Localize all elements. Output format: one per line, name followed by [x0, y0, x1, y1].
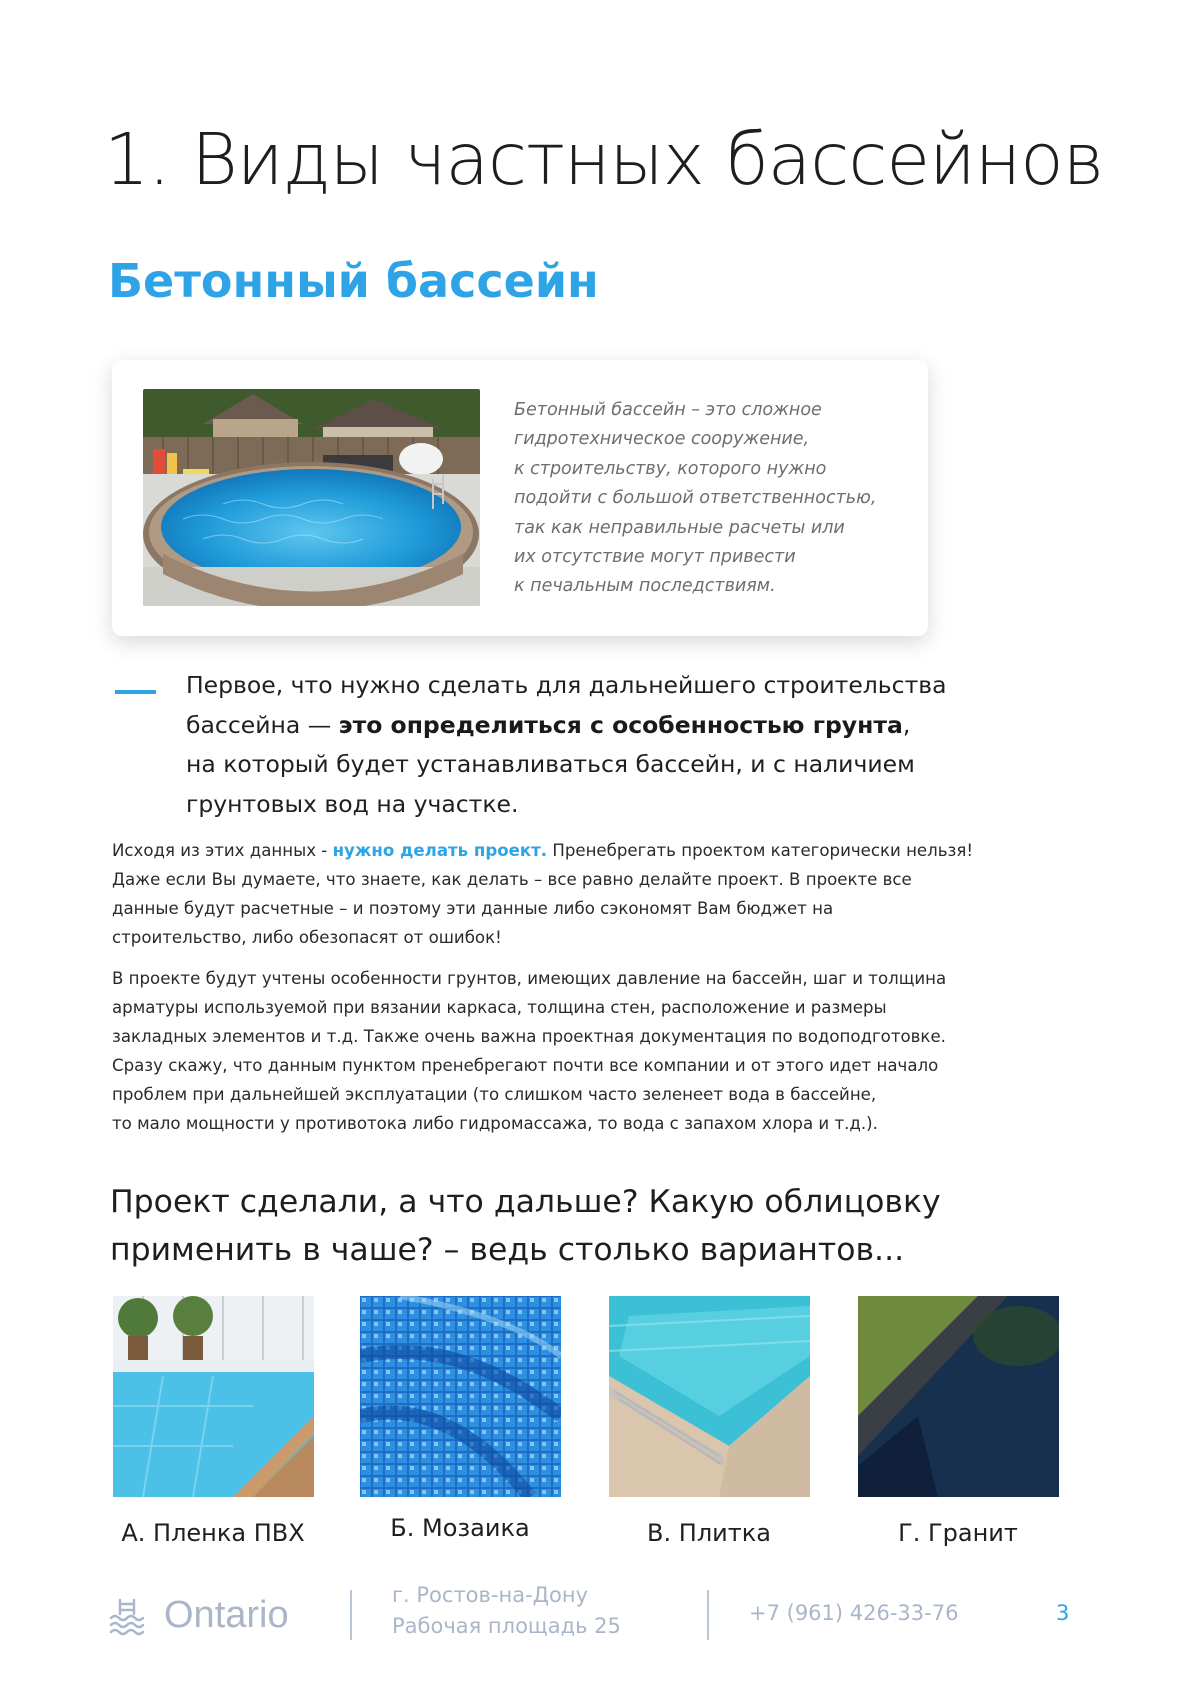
footer-logo — [108, 1590, 316, 1640]
pool-ladder-icon — [108, 1596, 148, 1636]
page-number: 3 — [1056, 1601, 1070, 1625]
granite-photo — [858, 1296, 1059, 1497]
footer-divider — [350, 1590, 352, 1640]
footer-divider — [707, 1590, 709, 1640]
option-tile-label: В. Плитка — [647, 1519, 771, 1547]
concrete-pool-photo — [143, 389, 480, 606]
footer-phone[interactable]: +7 (961) 426-33-76 — [749, 1601, 959, 1625]
footer-address: г. Ростов-на-Дону Рабочая площадь 25 — [392, 1583, 621, 1638]
mosaic-photo — [360, 1296, 561, 1497]
brand-name: Ontario — [164, 1594, 289, 1636]
section-title: Бетонный бассейн — [108, 254, 599, 308]
lead-paragraph: Первое, что нужно сделать для дальнейшего строительства бассейна — это определиться с особенностью грунта, на который будет устанавливаться бассейн, и с наличием грунтовых вод на участке. — [186, 671, 947, 818]
cladding-question-heading: Проект сделали, а что дальше? Какую облицовку применить в чаше? – ведь столько вариантов... — [110, 1184, 941, 1268]
page-title: 1. Виды частных бассейнов — [104, 118, 1104, 201]
option-pvc-label: А. Пленка ПВХ — [121, 1519, 305, 1547]
lead-dash-marker — [115, 690, 156, 694]
project-details-paragraph: В проекте будут учтены особенности грунтов, имеющих давление на бассейн, шаг и толщина арматуры используемой при вязании каркаса, толщина стен, расположение и размеры закладных элементов и т.д. Также очень важна проектная документация по водоподготовке. Сразу скажу, что данным пунктом пренебрегают почти все компании и от этого идет начало проблем при дальнейшей эксплуатации (то слишком часто зеленеет вода в бассейне, то мало мощности у противотока либо гидромассажа, то вода с запахом хлора и т.д.). — [112, 969, 947, 1133]
lead-emphasis: это определиться с особенностью грунта — [338, 710, 903, 739]
option-granite-label: Г. Гранит — [898, 1519, 1018, 1547]
option-mosaic-label: Б. Мозаика — [390, 1514, 530, 1542]
project-paragraph: Исходя из этих данных - нужно делать проект. Пренебрегать проектом категорически нельзя! Даже если Вы думаете, что знаете, как делать – все равно делайте проект. В проекте все данные будут расчетные – и поэтому эти данные либо сэкономят Вам бюджет на строительство, либо обезопасят от ошибок! — [112, 841, 973, 947]
card-description: Бетонный бассейн – это сложное гидротехническое сооружение, к строительству, которого нужно подойти с большой ответственностью, так как неправильные расчеты или их отсутствие могут привести к печальным последствиям. — [514, 400, 877, 597]
tile-photo — [609, 1296, 810, 1497]
pvc-film-photo — [113, 1296, 314, 1497]
project-emphasis: нужно делать проект. — [332, 841, 548, 860]
